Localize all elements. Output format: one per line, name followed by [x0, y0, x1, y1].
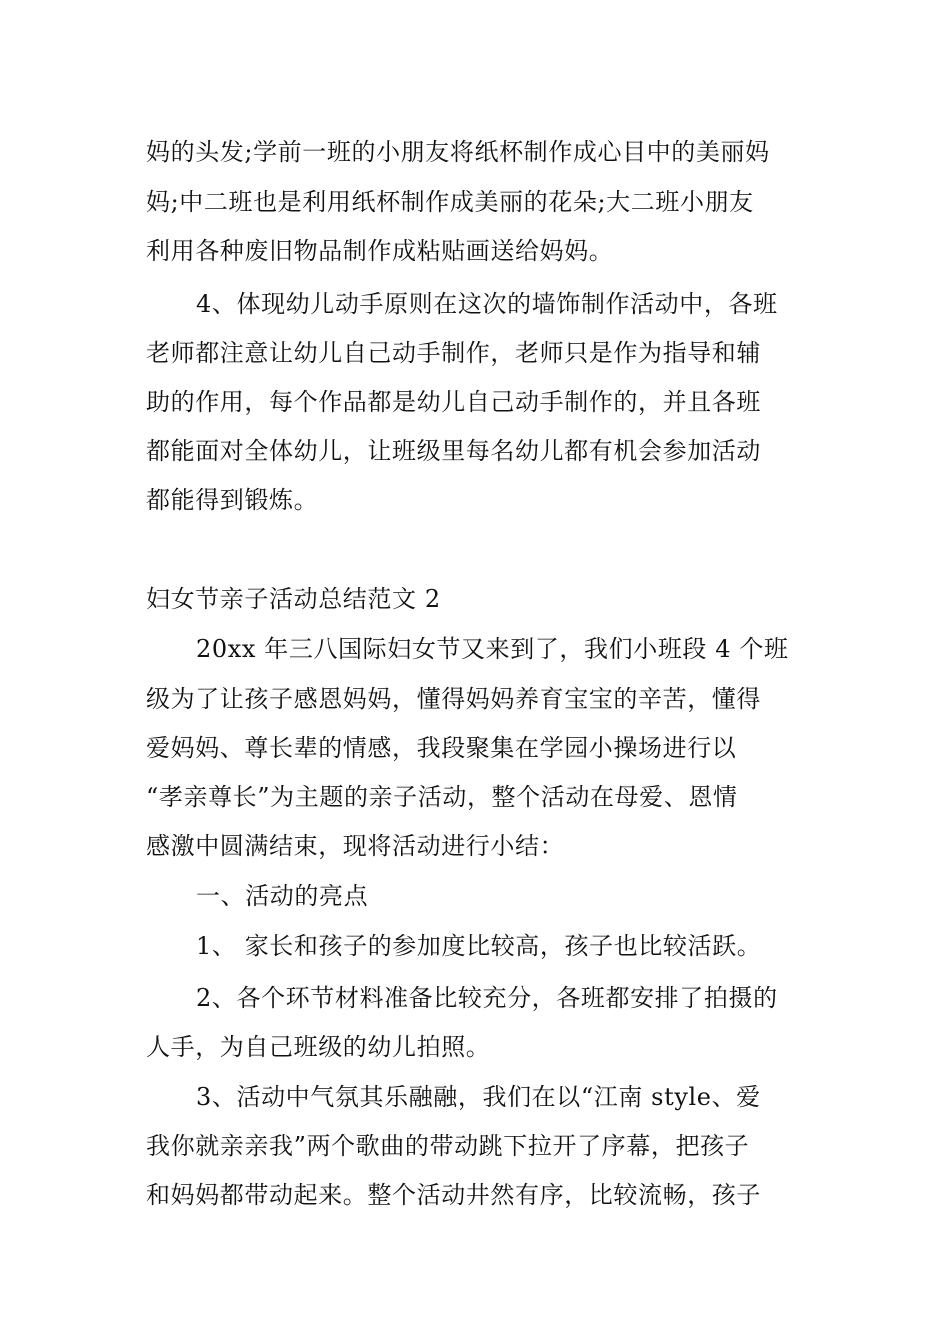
paragraph-line: 助的作用，每个作品都是幼儿自己动手制作的，并且各班 — [146, 388, 761, 416]
paragraph-line: 妈的头发;学前一班的小朋友将纸杯制作成心目中的美丽妈 — [146, 138, 770, 166]
subsection-heading: 一、活动的亮点 — [196, 882, 369, 910]
paragraph-line: “孝亲尊长”为主题的亲子活动，整个活动在母爱、恩情 — [146, 783, 738, 811]
paragraph-line: 都能面对全体幼儿，让班级里每名幼儿都有机会参加活动 — [146, 437, 761, 465]
paragraph-line: 爱妈妈、尊长辈的情感，我段聚集在学园小操场进行以 — [146, 734, 737, 762]
list-item: 1、 家长和孩子的参加度比较高，孩子也比较活跃。 — [196, 932, 762, 960]
paragraph-line: 妈;中二班也是利用纸杯制作成美丽的花朵;大二班小朋友 — [146, 188, 754, 216]
paragraph-line: 20xx 年三八国际妇女节又来到了，我们小班段 4 个班 — [196, 635, 789, 663]
paragraph-line: 都能得到锻炼。 — [146, 486, 319, 514]
list-item-continuation: 我你就亲亲我”两个歌曲的带动跳下拉开了序幕，把孩子 — [146, 1132, 750, 1160]
paragraph-line: 利用各种废旧物品制作成粘贴画送给妈妈。 — [146, 237, 614, 265]
list-item: 2、各个环节材料准备比较充分，各班都安排了拍摄的 — [196, 984, 778, 1012]
paragraph-line: 级为了让孩子感恩妈妈，懂得妈妈养育宝宝的辛苦，懂得 — [146, 685, 761, 713]
paragraph-line: 感激中圆满结束，现将活动进行小结： — [146, 832, 565, 860]
list-item: 3、活动中气氛其乐融融，我们在以“江南 style、爱 — [196, 1083, 761, 1111]
paragraph-line: 老师都注意让幼儿自己动手制作，老师只是作为指导和辅 — [146, 339, 761, 367]
list-item-continuation: 和妈妈都带动起来。整个活动井然有序，比较流畅，孩子 — [146, 1181, 761, 1209]
section-heading: 妇女节亲子活动总结范文 2 — [146, 585, 441, 613]
list-item-continuation: 人手，为自己班级的幼儿拍照。 — [146, 1033, 491, 1061]
paragraph-line: 4、体现幼儿动手原则在这次的墙饰制作活动中，各班 — [196, 290, 778, 318]
